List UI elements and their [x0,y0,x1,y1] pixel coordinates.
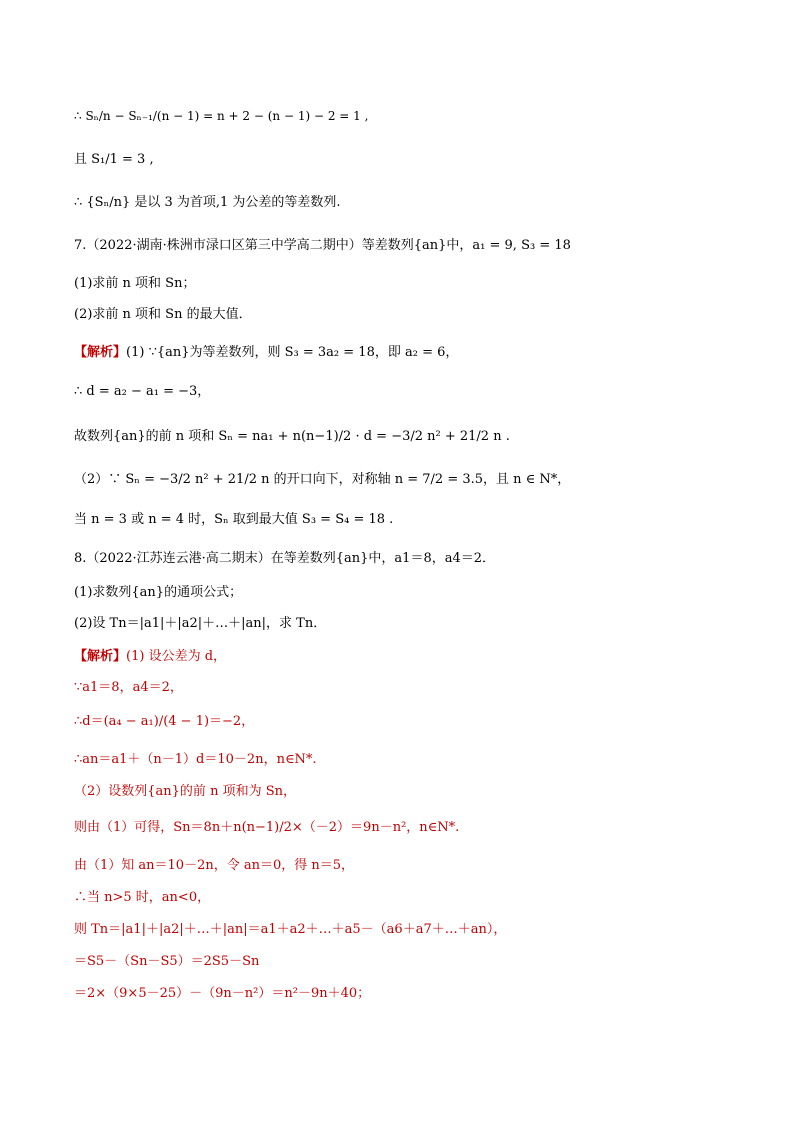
problem-8-title: 8.（2022·江苏连云港·高二期末）在等差数列{an}中，a1＝8，a4＝2． [74,551,496,566]
problem-8-part-2: (2)设 Tn＝|a1|＋|a2|＋…＋|an|，求 Tn． [74,616,327,631]
solution-7-line-4: （2）∵ Sₙ = −3/2 n² + 21/2 n 的开口向下，对称轴 n = 7/2 = 3.5，且 n ∈ N*， [74,472,571,487]
solution-8-line-4: ∴an＝a1＋（n－1）d＝10－2n，n∈N*. [74,752,317,767]
solution-text: (1) 设公差为 d， [126,649,227,664]
solution-7-line-3: 故数列{an}的前 n 项和 Sₙ = na₁ + n(n−1)/2 · d = −3/2 n² + 21/2 n . [74,429,510,444]
problem-7-title: 7.（2022·湖南·株洲市渌口区第三中学高二期中）等差数列{an}中，a₁ = 9, S₃ = 18 [74,238,571,253]
solution-7-line-1 [74,343,458,363]
solution-8-line-9: 则 Tn＝|a1|＋|a2|＋…＋|an|＝a1＋a2＋…＋a5－（a6＋a7＋…＋an）， [74,922,507,937]
line-1: ∴ Sₙ/n − Sₙ₋₁/(n − 1) = n + 2 − (n − 1) − 2 = 1 , [74,109,369,123]
line-2: 且 S₁/1 = 3 , [74,152,154,167]
analysis-tag: 【解析】 [74,649,127,664]
solution-8-line-10: ＝S5－（Sn－S5）＝2S5－Sn [74,954,260,969]
solution-8-line-11: ＝2×（9×5－25）－（9n－n²）＝n²－9n＋40； [74,986,371,1001]
problem-7-part-2: (2)求前 n 项和 Sn 的最大值． [74,307,252,322]
solution-7-line-5: 当 n = 3 或 n = 4 时，Sₙ 取到最大值 S₃ = S₄ = 18 . [74,512,394,527]
solution-8-line-3: ∴d＝(a₄ − a₁)/(4 − 1)＝−2， [74,714,255,729]
problem-7-part-1: (1)求前 n 项和 Sn； [74,276,196,291]
problem-8-part-1: (1)求数列{an}的通项公式； [74,585,243,600]
solution-7-line-2: ∴ d = a₂ − a₁ = −3， [74,384,211,399]
line-3: ∴ {Sₙ/n} 是以 3 为首项,1 为公差的等差数列. [74,195,341,210]
solution-8-line-2: ∵a1＝8，a4＝2， [74,680,183,695]
solution-8-line-1 [74,647,226,667]
solution-8-line-8: ∴当 n>5 时，an<0， [74,890,211,905]
solution-8-line-7: 由（1）知 an＝10－2n，令 an＝0，得 n＝5， [74,858,355,873]
solution-8-line-5: （2）设数列{an}的前 n 项和为 Sn， [74,784,296,799]
solution-text: (1) ∵{an}为等差数列，则 S₃ = 3a₂ = 18，即 a₂ = 6， [126,345,459,360]
solution-8-line-6: 则由（1）可得，Sn＝8n＋n(n−1)/2×（－2）＝9n－n²，n∈N*. [74,820,460,835]
analysis-tag: 【解析】 [74,345,127,360]
